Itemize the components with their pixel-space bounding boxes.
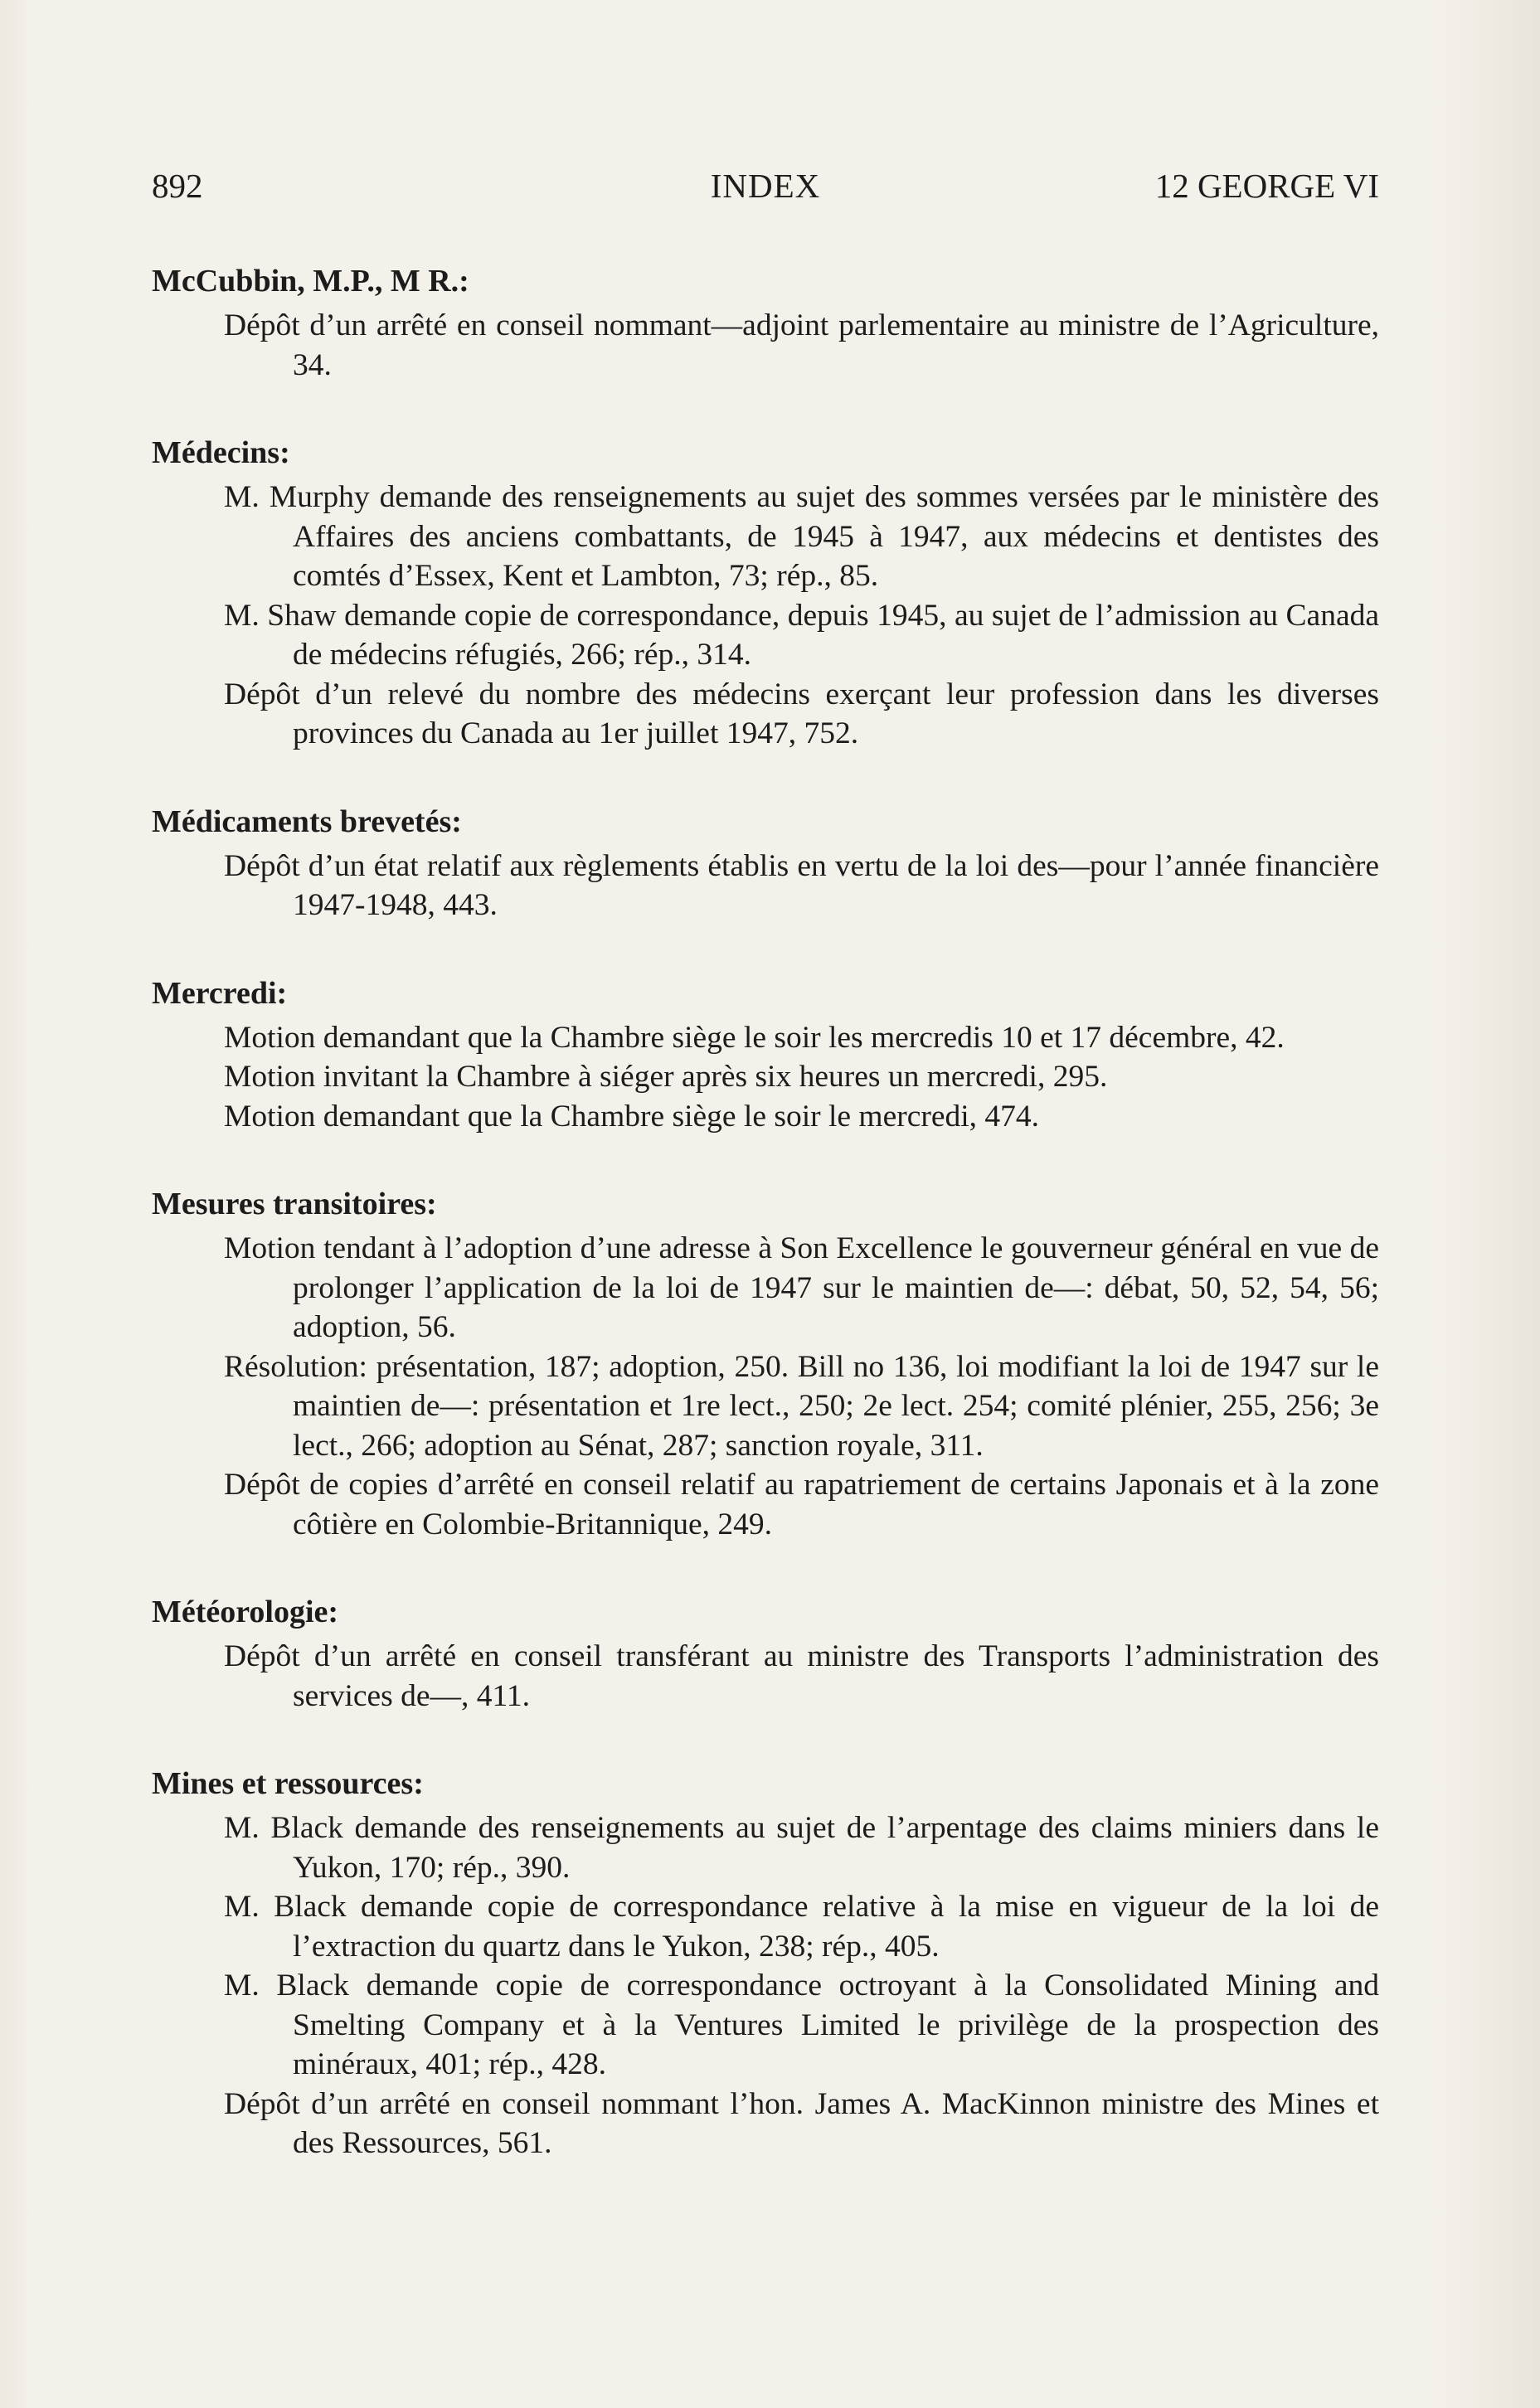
index-entry: Dépôt d’un arrêté en conseil transférant au ministre des Transports l’administration des services de—, 411. — [224, 1639, 1379, 1713]
section-title: Météorologie: — [152, 1595, 339, 1629]
section-title: Mines et ressources: — [152, 1766, 424, 1801]
index-entry: Dépôt d’un état relatif aux règlements établis en vertu de la loi des—pour l’année financière 1947-1948, 443. — [224, 848, 1379, 922]
index-entry: Motion invitant la Chambre à siéger après six heures un mercredi, 295. — [224, 1060, 1108, 1094]
section-title: Mesures transitoires: — [152, 1187, 437, 1221]
index-section — [152, 802, 1379, 925]
section-title: Médecins: — [152, 435, 290, 470]
index-section — [152, 433, 1379, 754]
index-entry: M. Black demande copie de correspondance octroyant à la Consolidated Mining and Smelting Company et à la Ventures Limited le privilège de la prospection des minéraux, 401; rép., 428. — [224, 1969, 1379, 2081]
volume-label: 12 GEORGE VI — [1154, 167, 1379, 205]
section-title: McCubbin, M.P., M R.: — [152, 264, 469, 299]
index-entry: M. Shaw demande copie de correspondance, depuis 1945, au sujet de l’admission au Canada de médecins réfugiés, 266; rép., 314. — [224, 598, 1379, 672]
index-entry: Résolution: présentation, 187; adoption, 250. Bill no 136, loi modifiant la loi de 1947 sur le maintien de—: présentation et 1re lect., 250; 2e lect. 254; comité plénier, 255, 256; 3e lect., 266; adoption au Sénat, 287; sanction royale, 311. — [224, 1349, 1379, 1463]
index-entry: Dépôt d’un arrêté en conseil nommant l’hon. James A. MacKinnon ministre des Mines et des Ressources, 561. — [224, 2086, 1379, 2160]
index-entry: Dépôt d’un arrêté en conseil nommant—adjoint parlementaire au ministre de l’Agriculture, 34. — [224, 308, 1379, 382]
index-entry: M. Black demande copie de correspondance relative à la mise en vigueur de la loi de l’extraction du quartz dans le Yukon, 238; rép., 405. — [224, 1890, 1379, 1964]
index-entry: Dépôt d’un relevé du nombre des médecins exerçant leur profession dans les diverses provinces du Canada au 1er juillet 1947, 752. — [224, 677, 1379, 750]
index-entry: Motion demandant que la Chambre siège le soir les mercredis 10 et 17 décembre, 42. — [224, 1020, 1285, 1055]
index-section — [152, 973, 1379, 1137]
page-number: 892 — [152, 167, 203, 205]
index-section — [152, 1184, 1379, 1544]
index-entry: M. Black demande des renseignements au sujet de l’arpentage des claims miniers dans le Yukon, 170; rép., 390. — [224, 1811, 1379, 1885]
index-content — [152, 261, 1379, 2211]
section-title: Médicaments brevetés: — [152, 803, 462, 839]
page-header — [152, 161, 1379, 211]
index-section — [152, 1764, 1379, 2163]
index-section — [152, 1592, 1379, 1716]
page-edge-left — [0, 0, 33, 2408]
index-entry: M. Murphy demande des renseignements au sujet des sommes versées par le ministère des Affaires des anciens combattants, de 1945 à 1947, aux médecins et dentistes des comtés d’Essex, Kent et Lambton, 73; rép., 85. — [224, 480, 1379, 593]
index-section — [152, 261, 1379, 385]
section-title: Mercredi: — [152, 975, 288, 1011]
index-entry: Motion demandant que la Chambre siège le soir le mercredi, 474. — [224, 1099, 1040, 1134]
index-entry: Motion tendant à l’adoption d’une adresse à Son Excellence le gouverneur général en vue de prolonger l’application de la loi de 1947 sur le maintien de—: débat, 50, 52, 54, 56; adoption, 56. — [224, 1231, 1379, 1344]
running-head: INDEX — [710, 167, 821, 205]
page-edge-right — [1440, 0, 1540, 2408]
index-entry: Dépôt de copies d’arrêté en conseil relatif au rapatriement de certains Japonais et à la zone côtière en Colombie-Britannique, 249. — [224, 1468, 1379, 1541]
